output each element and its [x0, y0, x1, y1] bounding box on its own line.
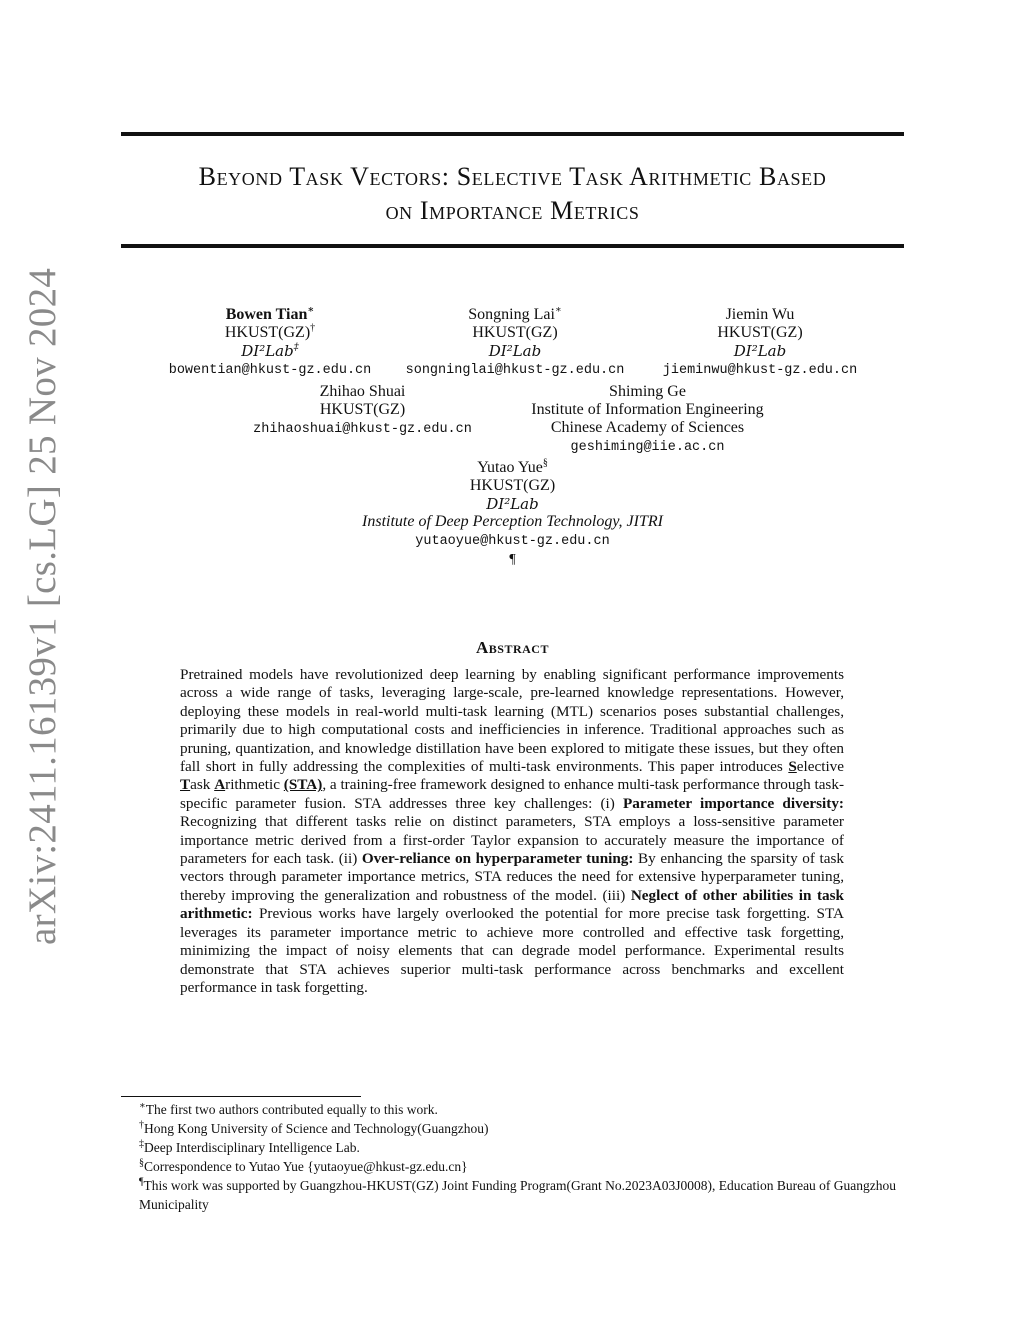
author-name: Jiemin Wu	[725, 306, 795, 323]
author-affiliation-2: Institute of Deep Perception Technology, JITRI	[362, 513, 663, 530]
lab-mark: ‡	[293, 342, 299, 353]
author-lab: DI²Lab	[486, 495, 539, 513]
title-line-1: Beyond Task Vectors: Selective Task Arithmetic Based	[198, 162, 827, 191]
author-lab: DI²Lab	[733, 342, 787, 360]
footnotes	[121, 1100, 904, 1214]
author-block-1	[160, 306, 380, 380]
sta-initial-t: T	[180, 776, 191, 794]
author-affiliation: HKUST(GZ)	[717, 324, 803, 341]
sta-initial-s: S	[788, 758, 797, 776]
author-mark: ∗	[554, 304, 562, 316]
author-block-4	[245, 383, 480, 439]
sta-word: rithmetic	[225, 776, 284, 794]
author-block-2	[400, 306, 630, 380]
author-email[interactable]: yutaoyue@hkust-gz.edu.cn	[415, 534, 610, 549]
author-name: Yutao Yue	[477, 459, 543, 476]
author-affiliation: HKUST(GZ)	[469, 477, 556, 494]
author-affiliation: HKUST(GZ)	[224, 324, 311, 341]
title-rule-top	[121, 132, 904, 136]
footnote-rule	[121, 1096, 361, 1097]
footnote-text: Hong Kong University of Science and Technology(Guangzhou)	[144, 1121, 489, 1136]
author-name: Zhihao Shuai	[319, 383, 406, 400]
abstract-text: Pretrained models have revolutionized deep learning by enabling significant performance improvements across a wide range of tasks, leveraging large-scale, pre-learned knowledge representations. However, deploying these models in real-world multi-task learning (MTL) scenarios poses substantial challenges, primarily due to high computational costs and inefficiencies in inference. Traditional approaches such as pruning, quantization, and knowledge distillation have been explored to mitigate these issues, but they often fall short in fully addressing the complexities of multi-task environments. This paper introduces	[180, 666, 844, 776]
footnote	[121, 1119, 904, 1138]
footnote	[121, 1138, 904, 1157]
footnote	[121, 1157, 904, 1176]
footnote-mark: ¶	[139, 1176, 144, 1188]
abstract-text: By enhancing the sparsity of task vectors through parameter importance metrics, STA reduces the need for extensive hyperparameter tuning, thereby improving the generalization and robustness of the model. (iii)	[180, 850, 844, 904]
footnote-mark: ‡	[139, 1138, 144, 1150]
abstract-heading: Abstract	[476, 638, 549, 657]
abstract-body	[180, 666, 844, 997]
sta-word: ask	[190, 776, 215, 794]
author-mark: §	[542, 457, 548, 469]
footnote	[121, 1100, 904, 1119]
author-email[interactable]: songninglai@hkust-gz.edu.cn	[405, 363, 625, 378]
abstract-text: Recognizing that different tasks relie on distinct parameters, STA employs a loss-sensitive parameter importance metric derived from a first-order Taylor expansion to accurately measure the importance of parameters for each task. (ii)	[180, 813, 844, 868]
funding-mark: ¶	[509, 552, 516, 567]
footnote-mark: †	[139, 1119, 144, 1131]
sta-word: elective	[796, 758, 844, 776]
author-name: Bowen Tian	[225, 306, 308, 323]
sta-abbrev: (STA)	[283, 776, 323, 794]
author-lab: DI²Lab	[488, 342, 542, 360]
author-name: Songning Lai	[468, 306, 555, 323]
footnote-text: The first two authors contributed equally to this work.	[145, 1102, 438, 1117]
author-email[interactable]: jieminwu@hkust-gz.edu.cn	[662, 363, 858, 378]
paper-title	[121, 160, 904, 228]
affiliation-mark: †	[310, 322, 316, 334]
challenge-3: Neglect of other abilities in task arithmetic:	[180, 886, 844, 923]
title-rule-bottom	[121, 244, 904, 248]
author-affiliation: Institute of Information Engineering	[531, 401, 764, 418]
title-line-2: on Importance Metrics	[385, 196, 640, 225]
author-email[interactable]: geshiming@iie.ac.cn	[570, 440, 725, 455]
author-lab: DI²Lab	[241, 342, 294, 360]
author-affiliation-2: Chinese Academy of Sciences	[550, 419, 745, 436]
author-mark: ∗	[307, 304, 315, 316]
challenge-2: Over-reliance on hyperparameter tuning:	[361, 850, 634, 868]
footnote-text: This work was supported by Guangzhou-HKUST(GZ) Joint Funding Program(Grant No.2023A03J0008), Education Bureau of Guangzhou Municipality	[139, 1178, 897, 1212]
footnote	[121, 1176, 904, 1214]
footnote-mark: ∗	[139, 1100, 146, 1112]
footnote-mark: §	[139, 1157, 144, 1169]
author-email[interactable]: zhihaoshuai@hkust-gz.edu.cn	[253, 422, 472, 437]
author-affiliation: HKUST(GZ)	[472, 324, 558, 341]
author-block-6	[300, 459, 725, 569]
author-block-3	[650, 306, 870, 380]
author-block-5	[510, 383, 785, 457]
author-name: Shiming Ge	[609, 383, 686, 400]
footnote-text: Deep Interdisciplinary Intelligence Lab.	[144, 1140, 360, 1155]
challenge-1: Parameter importance diversity:	[622, 794, 844, 812]
abstract-text: , a training-free framework designed to enhance multi-task performance through task-specific parameter fusion. STA addresses three key challenges: (i)	[180, 776, 844, 812]
arxiv-side-stamp: arXiv:2411.16139v1 [cs.LG] 25 Nov 2024	[21, 267, 64, 945]
footnote-text: Correspondence to Yutao Yue {yutaoyue@hkust-gz.edu.cn}	[144, 1159, 468, 1174]
abstract-text: Previous works have largely overlooked the potential for more precise task forgetting. STA leverages its parameter importance metric to achieve more controlled and effective task forgetting, minimizing the impact of noisy elements that can degrade model performance. Experimental results demonstrate that STA achieves superior multi-task performance across benchmarks and excellent performance in task forgetting.	[180, 905, 844, 996]
author-affiliation: HKUST(GZ)	[319, 401, 406, 418]
author-email[interactable]: bowentian@hkust-gz.edu.cn	[168, 363, 372, 378]
sta-initial-a: A	[214, 776, 226, 794]
